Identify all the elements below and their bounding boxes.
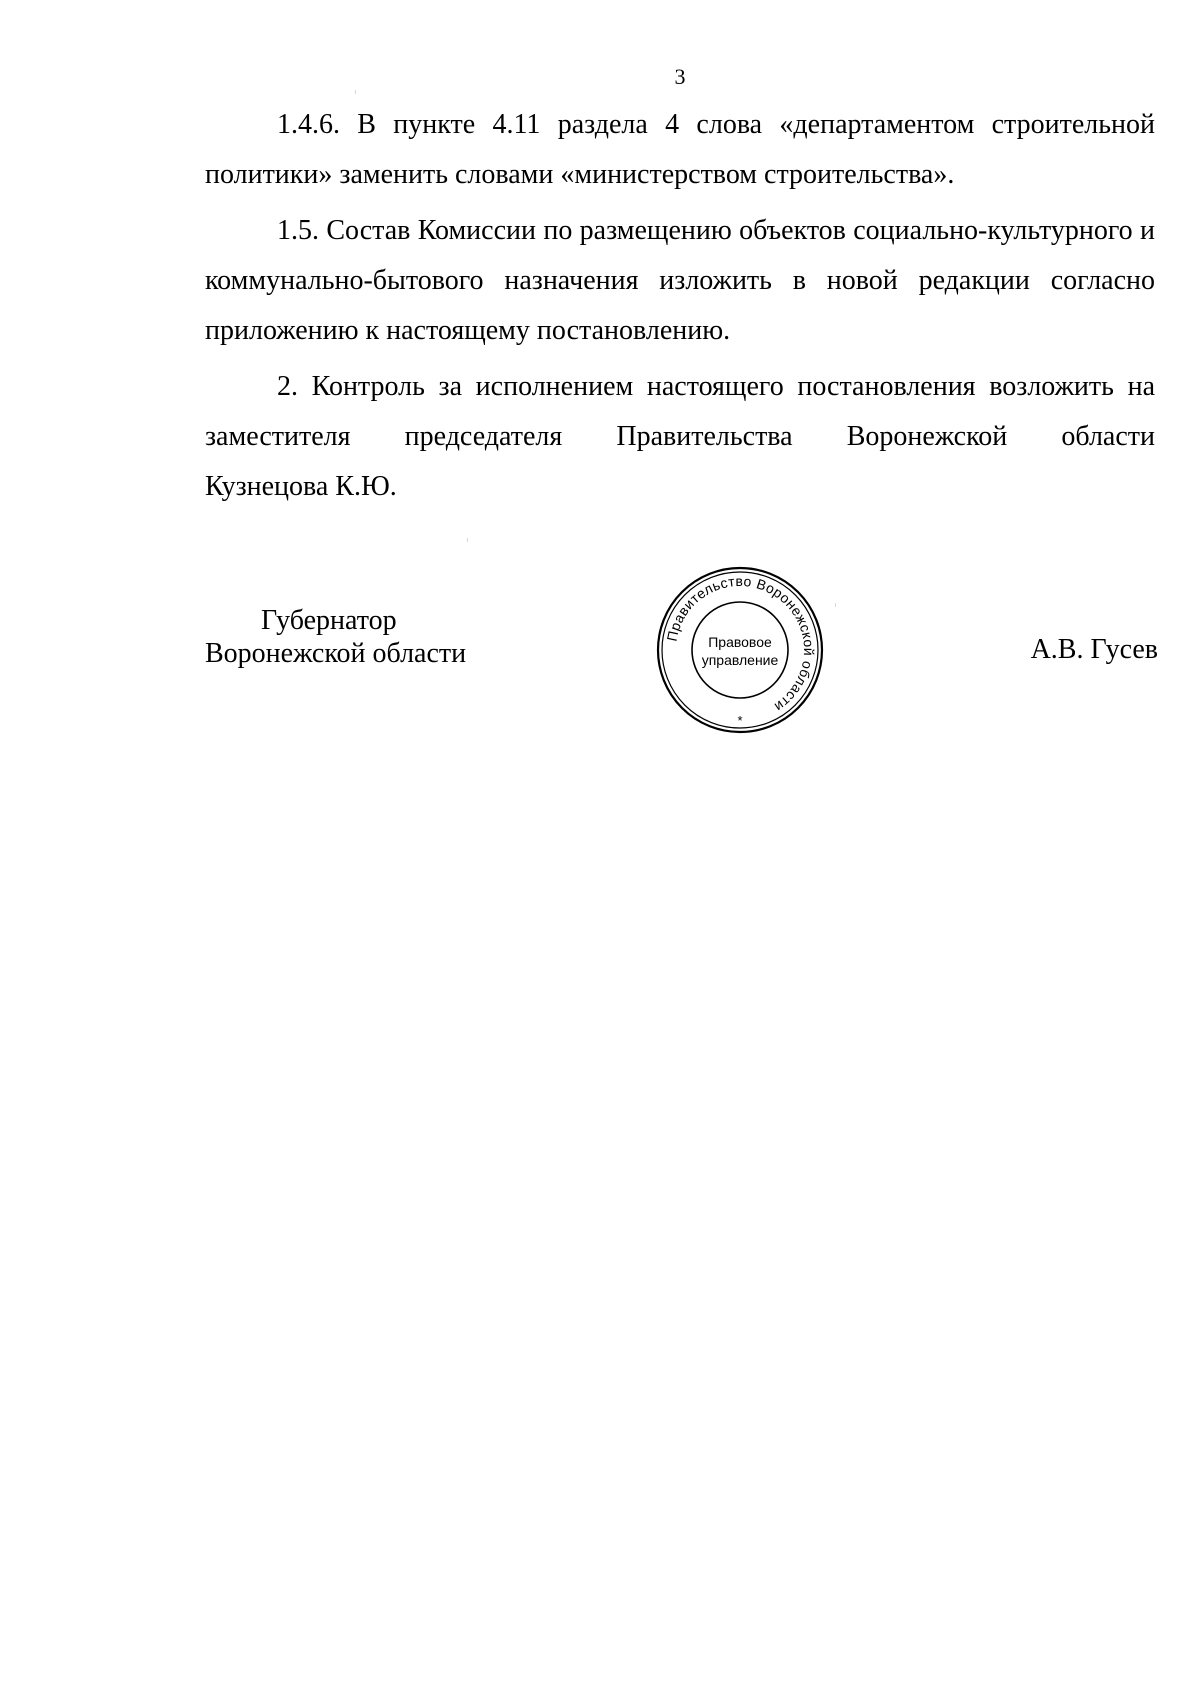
stamp-outer-text: Правительство Воронежской области [663,572,818,716]
governor-region: Воронежской области [205,638,467,669]
scan-mark [835,603,836,607]
signature-title [205,604,466,670]
governor-title: Губернатор [261,605,397,636]
scan-mark [467,538,468,542]
stamp-inner-line2: управление [701,652,779,668]
stamp-inner-line1: Правовое [708,634,772,650]
page-number: 3 [674,64,686,89]
official-stamp [655,565,825,735]
paragraph-2-tail: Кузнецова К.Ю. [205,471,397,502]
paragraph-1-4-6: 1.4.6. В пункте 4.11 раздела 4 слова «департаментом строительной политики» заменить словами «министерством строительства». [205,109,1155,190]
stamp-star: * [737,713,743,728]
scan-mark [355,90,356,94]
paragraph-1-5: 1.5. Состав Комиссии по размещению объектов социально-культурного и коммунально-бытового назначения изложить в новой редакции согласно приложению к настоящему постановлению. [205,215,1155,346]
document-body [205,100,1155,512]
paragraph-2: 2. Контроль за исполнением настоящего постановления возложить на заместителя председателя Правительства Воронежской области [205,371,1155,452]
signatory-name: А.В. Гусев [1030,634,1158,665]
